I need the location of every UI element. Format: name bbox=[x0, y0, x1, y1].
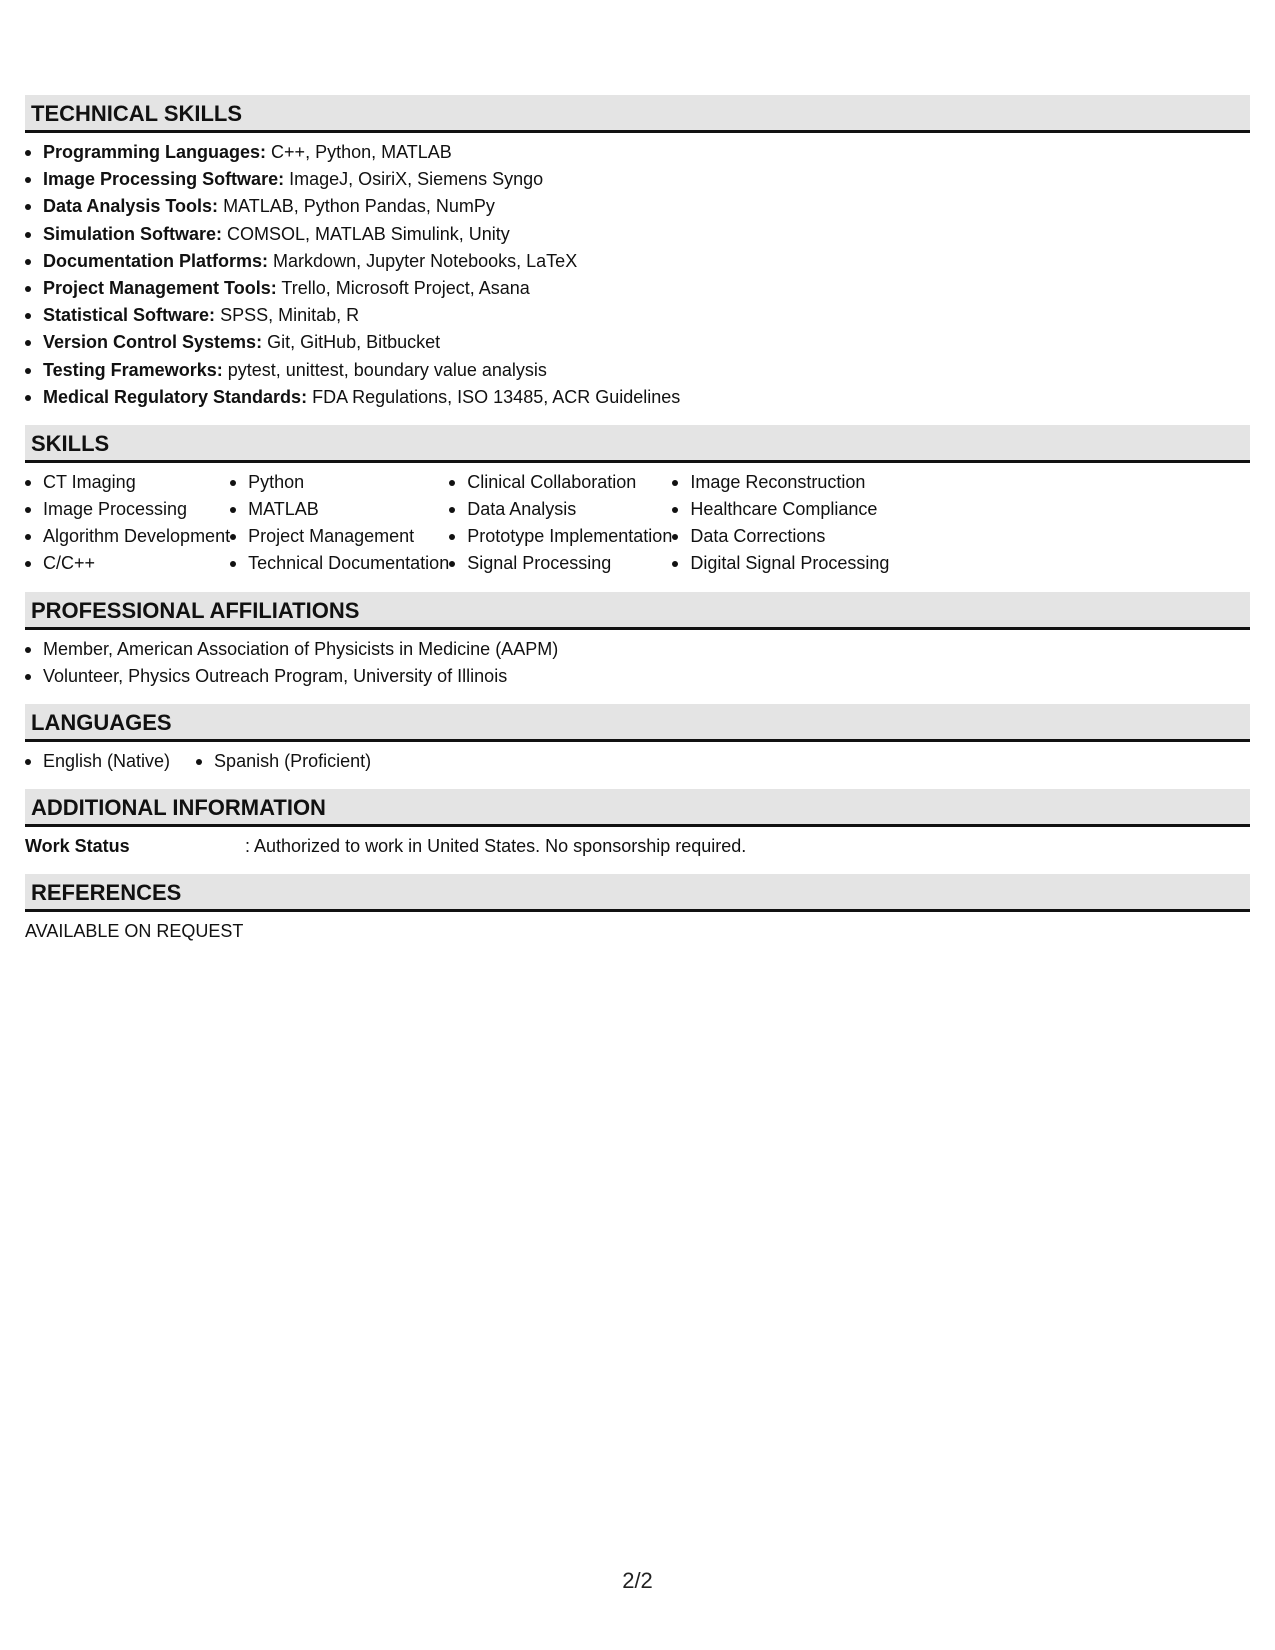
list-item: CT Imaging bbox=[25, 469, 230, 496]
skill-category: Documentation Platforms: bbox=[43, 250, 269, 271]
list-item bbox=[25, 139, 1250, 166]
skill-category: Programming Languages: bbox=[43, 142, 267, 162]
list-item bbox=[25, 384, 1250, 411]
work-status-value: : Authorized to work in United States. No sponsorship required. bbox=[245, 836, 747, 857]
skill-category: Project Management Tools: bbox=[43, 277, 277, 298]
skill-values: SPSS, Minitab, R bbox=[220, 305, 360, 326]
list-item bbox=[25, 275, 1250, 302]
skill-values: Markdown, Jupyter Notebooks, LaTeX bbox=[273, 250, 578, 271]
list-item: Healthcare Compliance bbox=[672, 496, 889, 523]
section-header-languages: LANGUAGES bbox=[25, 704, 1250, 742]
list-item: Member, American Association of Physicists in Medicine (AAPM) bbox=[25, 636, 1250, 663]
list-item: Clinical Collaboration bbox=[449, 469, 672, 496]
skill-values: FDA Regulations, ISO 13485, ACR Guidelines bbox=[312, 386, 681, 407]
skill-values: C++, Python, MATLAB bbox=[271, 142, 452, 162]
list-item: Prototype Implementation bbox=[449, 523, 672, 550]
list-item bbox=[25, 166, 1250, 193]
list-item: Volunteer, Physics Outreach Program, University of Illinois bbox=[25, 663, 1250, 690]
list-item bbox=[25, 302, 1250, 329]
page-number: 2/2 bbox=[622, 1568, 653, 1593]
technical-skills-list bbox=[25, 139, 1250, 411]
references-section bbox=[25, 874, 1250, 945]
additional-info-section bbox=[25, 789, 1250, 860]
skills-column-3 bbox=[449, 469, 672, 578]
section-header-references: REFERENCES bbox=[25, 874, 1250, 912]
section-header-affiliations: PROFESSIONAL AFFILIATIONS bbox=[25, 592, 1250, 630]
skill-category: Medical Regulatory Standards: bbox=[43, 386, 308, 407]
skills-grid bbox=[25, 469, 1250, 578]
list-item: Image Reconstruction bbox=[672, 469, 889, 496]
list-item: Spanish (Proficient) bbox=[196, 748, 371, 775]
skill-values: pytest, unittest, boundary value analysis bbox=[227, 359, 547, 380]
list-item: Image Processing bbox=[25, 496, 230, 523]
section-header-skills: SKILLS bbox=[25, 425, 1250, 463]
section-header-additional-info: ADDITIONAL INFORMATION bbox=[25, 789, 1250, 827]
resume-page bbox=[25, 95, 1250, 959]
skill-category: Data Analysis Tools: bbox=[43, 196, 219, 217]
skill-values: COMSOL, MATLAB Simulink, Unity bbox=[227, 223, 510, 244]
skill-values: MATLAB, Python Pandas, NumPy bbox=[223, 196, 495, 217]
skill-category: Version Control Systems: bbox=[43, 332, 263, 353]
list-item: Project Management bbox=[230, 523, 449, 550]
list-item: MATLAB bbox=[230, 496, 449, 523]
list-item: Signal Processing bbox=[449, 550, 672, 577]
skill-category: Simulation Software: bbox=[43, 223, 223, 244]
skills-column-1 bbox=[25, 469, 230, 578]
list-item bbox=[25, 357, 1250, 384]
list-item: Algorithm Development bbox=[25, 523, 230, 550]
list-item: Data Corrections bbox=[672, 523, 889, 550]
list-item: Technical Documentation bbox=[230, 550, 449, 577]
skill-values: ImageJ, OsiriX, Siemens Syngo bbox=[289, 169, 544, 190]
list-item: Digital Signal Processing bbox=[672, 550, 889, 577]
work-status-label: Work Status bbox=[25, 836, 130, 857]
affiliations-list bbox=[25, 636, 1250, 690]
list-item: C/C++ bbox=[25, 550, 230, 577]
list-item: Python bbox=[230, 469, 449, 496]
list-item: English (Native) bbox=[25, 748, 170, 775]
languages-list bbox=[25, 748, 1250, 775]
skill-values: Git, GitHub, Bitbucket bbox=[267, 332, 441, 353]
references-text: AVAILABLE ON REQUEST bbox=[25, 921, 244, 942]
list-item bbox=[25, 221, 1250, 248]
skill-values: Trello, Microsoft Project, Asana bbox=[281, 277, 530, 298]
skill-category: Image Processing Software: bbox=[43, 169, 285, 190]
list-item bbox=[25, 329, 1250, 356]
skills-section bbox=[25, 425, 1250, 578]
work-status-row bbox=[25, 833, 1250, 860]
skills-column-4 bbox=[672, 469, 889, 578]
affiliations-section bbox=[25, 592, 1250, 690]
section-header-technical-skills: TECHNICAL SKILLS bbox=[25, 95, 1250, 133]
list-item bbox=[25, 193, 1250, 220]
list-item: Data Analysis bbox=[449, 496, 672, 523]
skills-column-2 bbox=[230, 469, 449, 578]
technical-skills-section bbox=[25, 95, 1250, 411]
skill-category: Testing Frameworks: bbox=[43, 359, 223, 380]
languages-section bbox=[25, 704, 1250, 775]
list-item bbox=[25, 248, 1250, 275]
skill-category: Statistical Software: bbox=[43, 305, 216, 326]
